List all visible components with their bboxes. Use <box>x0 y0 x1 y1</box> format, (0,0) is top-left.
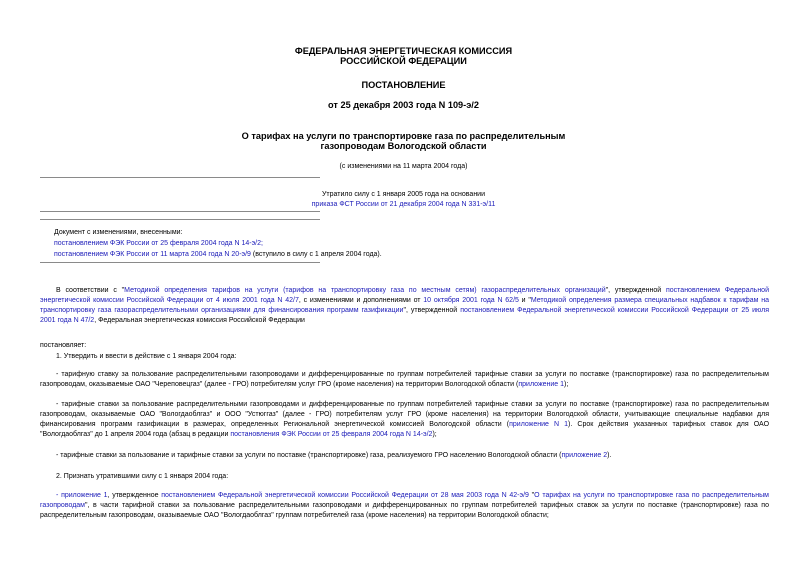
bullet-1: - тарифную ставку за пользование распределительными газопроводами и дифференцированные по группам потребителей тарифные ставки за услуги по поставке (транспортировке) газа по распределительным газопроводам, оказываемые ОАО "Череповецгаз" (далее - ГРО) потребителям услуг ГРО (кроме населения) на территории Вологодской области (приложение 1); <box>40 371 769 388</box>
item-1: 1. Утвердить и ввести в действие с 1 января 2004 года: <box>56 353 237 360</box>
appendix-1-link[interactable]: приложение 1 <box>518 381 565 388</box>
resolves-label: постановляет: <box>40 342 87 349</box>
appendix-2-link[interactable]: приложение 2 <box>561 452 608 459</box>
divider <box>40 262 320 263</box>
fek-july-2001-link[interactable]: постановлением Федеральной энергетической комиссии Российской Федерации от 25 июля <box>460 307 769 314</box>
amendment-oct-2001-link[interactable]: 10 октября 2001 года N 62/5 <box>423 297 519 304</box>
fek-resolution-link[interactable]: постановлением Федеральной <box>665 287 769 294</box>
tariffs-resolution-title-link-cont[interactable]: газопроводам <box>40 502 85 509</box>
amendments-note: (с изменениями на 11 марта 2004 года) <box>339 163 468 170</box>
appendix-n1-link[interactable]: приложение N 1 <box>509 421 569 428</box>
preamble-paragraph: В соответствии с "Методикой определения тарифов на услуги (тарифов на транспортировку газа по местным сетям) газораспределительных организаций", утвержденной постановлением Федеральной энергетической комиссии Российской Федерации от 4 июля 2001 года N 42/7, с изменениями и дополнениями от 10 октября 2001 года N 62/5 и "Методикой определения размера специальных надбавок к тарифам на транспортировку газа газораспределительными организациями для финансирования программ газификации", утвержденной постановлением Федеральной энергетической комиссии Российской Федерации от 25 июля 2001 года N 47/2, Федеральная энергетическая комиссия Российской Федерации <box>40 287 770 324</box>
bullet-4: - приложение 1, утвержденное постановлением Федеральной энергетической комиссии Российской Федерации от 28 мая 2003 года N 42-э/9 "О тарифах на услуги по транспортировке газа по распределительным газопроводам", в части тарифной ставки за пользование распределительными газопроводами и дифференцированных по группам потребителей тарифных ставок за услуги по поставке (транспортировке) газа по распределительным газопроводам, оказываемые ОАО "Вологдаоблгаз" группам потребителей газа (кроме населения) на территории Вологодской области; <box>40 492 769 519</box>
amendment-link-2[interactable]: постановлением ФЭК России от 11 марта 2004 года N 20-э/9 <box>54 251 251 258</box>
fek-resolution-link-cont[interactable]: энергетической комиссии Российской Федерации от 4 июля 2001 года N 42/7 <box>40 297 299 304</box>
item-2: 2. Признать утратившими силу с 1 января 2004 года: <box>56 473 229 480</box>
expiry-order-link[interactable]: приказа ФСТ России от 21 декабря 2004 года N 331-э/11 <box>311 201 496 208</box>
tariffs-resolution-title-link[interactable]: О тарифах на услуги по транспортировке газа по распределительным <box>534 492 769 499</box>
surcharge-methodology-link-cont[interactable]: транспортировку газа газораспределительными организациями для финансирования программ газификации <box>40 307 404 314</box>
bullet-2: - тарифные ставки за пользование распределительными газопроводами и дифференцированные по группам потребителей тарифные ставки за услуги по поставке (транспортировке) газа по распределительным газопроводам, оказываемые ОАО "Вологдаоблгаз" и ООО "Устюггаз" (далее - ГРО) потребителям услуг ГРО (кроме населения) на территории Вологодской области, учитывающие специальные надбавки для финансирования программ газификации в размерах, определенных Региональной энергетической комиссией Вологодской области (приложение N 1). Срок действия указанных тарифных ставок для ОАО "Вологдаоблгаз" до 1 апреля 2004 года (абзац в редакции постановления ФЭК России от 25 февраля 2004 года N 14-э/2); <box>40 401 770 438</box>
amended-by-label: Документ с изменениями, внесенными: <box>54 229 183 236</box>
doc-title-line2: газопроводам Вологодской области <box>320 141 487 151</box>
amendment-note: (вступило в силу с 1 апреля 2004 года). <box>250 251 382 258</box>
bullet-3: - тарифные ставки за пользование и тарифные ставки за услуги по поставке (транспортировке) газа, реализуемого ГРО населению Вологодской области (приложение 2). <box>56 452 612 459</box>
doc-date-number: от 25 декабря 2003 года N 109-э/2 <box>328 100 479 110</box>
divider <box>40 177 320 178</box>
fek-may-2003-link[interactable]: постановлением Федеральной энергетической комиссии Российской Федерации от 28 мая 2003 года N 42-э/9 <box>161 492 529 499</box>
expiry-text: Утратило силу с 1 января 2005 года на основании <box>321 191 486 198</box>
surcharge-methodology-link[interactable]: Методикой определения размера специальных надбавок к тарифам на <box>530 297 770 304</box>
appendix-1-ref-link[interactable]: - приложение 1 <box>56 492 108 499</box>
fek-july-2001-link-cont[interactable]: 2001 года N 47/2 <box>40 317 95 324</box>
methodology-link[interactable]: Методикой определения тарифов на услуги (тарифов на транспортировку газа по местным сетям) газораспределительных организаций <box>124 287 606 294</box>
fek-feb-2004-link[interactable]: постановления ФЭК России от 25 февраля 2004 года N 14-э/2 <box>230 431 433 438</box>
org-name-line2: РОССИЙСКОЙ ФЕДЕРАЦИИ <box>340 56 467 66</box>
divider <box>40 211 320 212</box>
org-name-line1: ФЕДЕРАЛЬНАЯ ЭНЕРГЕТИЧЕСКАЯ КОМИССИЯ <box>294 46 513 56</box>
divider <box>40 219 320 220</box>
amendment-link-1[interactable]: постановлением ФЭК России от 25 февраля 2004 года N 14-э/2; <box>54 240 263 247</box>
doc-type: ПОСТАНОВЛЕНИЕ <box>361 80 446 90</box>
doc-title-line1: О тарифах на услуги по транспортировке газа по распределительным <box>241 131 566 141</box>
